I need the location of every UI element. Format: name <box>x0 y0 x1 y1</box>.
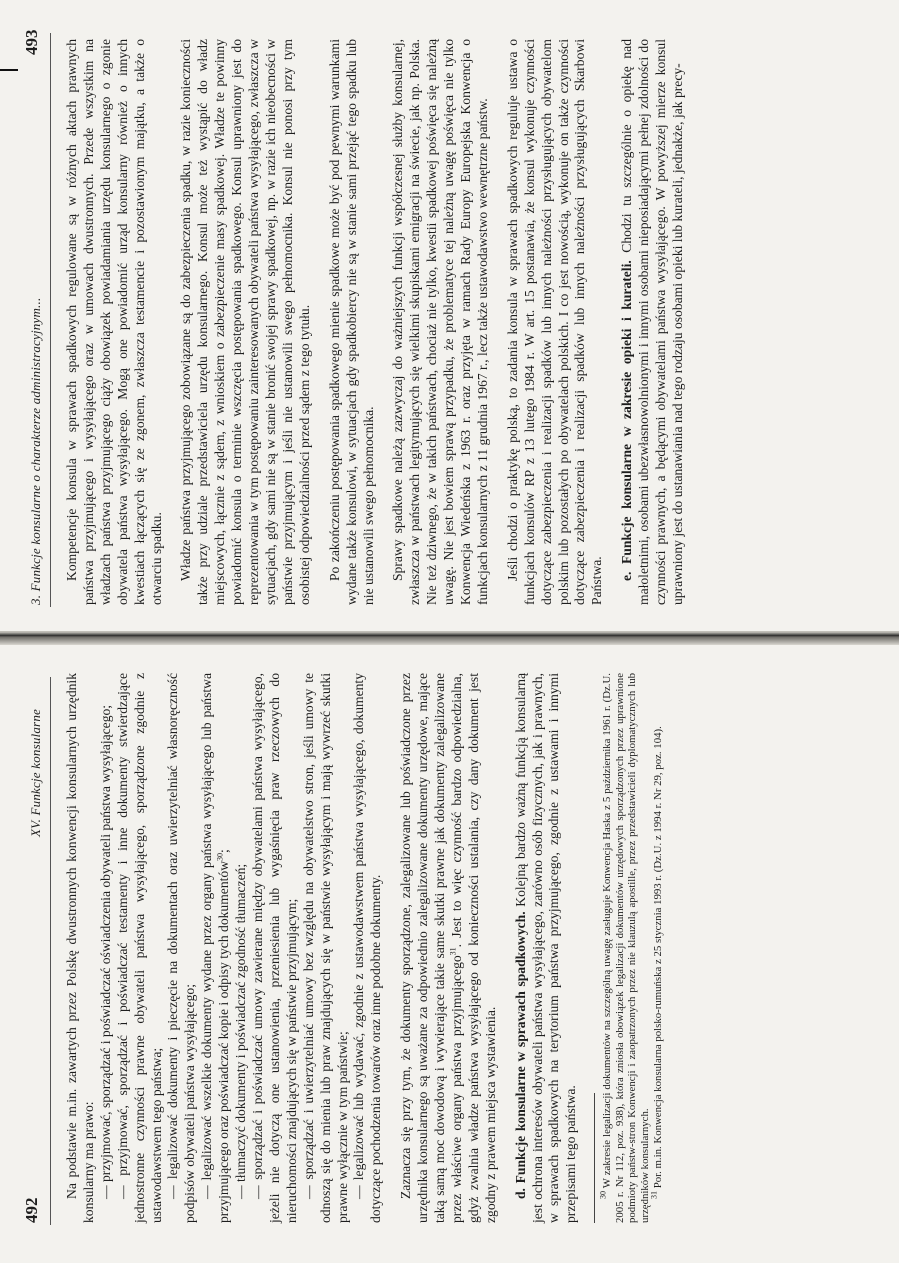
footnote-number: 31 <box>649 1191 659 1199</box>
right-column-text <box>64 39 687 605</box>
list-item: — legalizować dokumenty i pieczęcie na dokumentach oraz uwierzytelniać własnoręczność podpisów obywateli państwa wysyłającego; <box>165 673 198 1223</box>
paragraph: Jeśli chodzi o praktykę polską, to zadania konsula w sprawach spadkowych reguluje ustawa o funkcjach konsulów RP z 13 lutego 1984 r. W art. 15 postanawia, że konsul wykonuje czynności dotyczące zabezpieczenia i realizacji spadków lub innych należności przysługujących obywatelom polskim lub pozostałych po obywatelach polskich. I co jest nowością, wykonuje on także czynności dotyczące zabezpieczenia i realizacji spadków lub innych należności przysługujących Skarbowi Państwa. <box>504 39 605 605</box>
left-column-text <box>64 673 664 1223</box>
paragraph-text: Zaznacza się przy tym, że dokumenty sporządzone, zalegalizowane lub poświadczone przez urzędnika konsularnego są uważane za odpowiednio zalegalizowane dokumenty urzędowe, mające taką samą moc dowodową i wywierające takie same skutki prawne jak dokumenty zalegalizowane przez właściwe organy państwa przyjmującego <box>398 673 464 1223</box>
paragraph: Władze państwa przyjmującego zobowiązane są do zabezpieczenia spadku, w razie konieczności także przy udziale przedstawiciela urzędu konsularnego. Konsul może też wystąpić do władz miejscowych, łącznie z sądem, z wnioskiem o zabezpieczenie masy spadkowej. Władze te powinny powiadomić konsula o terminie wszczęcia postępowania spadkowego. Konsul uprawniony jest do reprezentowania w tym postępowaniu zainteresowanych obywateli państwa wysyłającego, zwłaszcza w sytuacjach, gdy sami nie są w stanie bronić swojej sprawy spadkowej, np. w razie ich nieobecności w państwie przyjmującym i jeśli nie ustanowili swego pełnomocnika. Konsul nie ponosi przy tym osobistej odpowiedzialności przed sądem z tego tytułu. <box>178 39 312 605</box>
running-head-right: 3. Funkcje konsularne o charakterze administracyjnym... <box>28 297 43 605</box>
page-number-left: 492 <box>22 1197 41 1223</box>
footnote-text: Por. m.in. Konwencja konsularna polsko-rumuńska z 25 stycznia 1993 r. (Dz.U. z 1994 r. Nr 29, poz. 104). <box>651 726 664 1189</box>
paragraph-text-cont: . Jest to więc czynność bardzo odpowiedzialna, gdyż zwalnia władze państwa wysyłającego od konieczności ustalania, czy dany dokument jest zgodny z prawem miejsca wystawienia. <box>448 673 498 1223</box>
list-item: — legalizować lub wydawać, zgodnie z ustawodawstwem państwa wysyłającego, dokumenty dotyczące pochodzenia towarów oraz inne podobne dokumenty. <box>351 673 384 1223</box>
list-item: — tłumaczyć dokumenty i poświadczać zgodność tłumaczeń; <box>233 863 249 1199</box>
header-rule-right <box>50 33 51 607</box>
list-item: — legalizować wszelkie dokumenty wydane przez organy państwa wysyłającego lub państwa przyjmującego oraz poświadczać kopie i odpisy tych dokumentów$^{30}$; <box>199 673 232 1223</box>
list-item-text: — legalizować wszelkie dokumenty wydane przez organy państwa wysyłającego lub państwa przyjmującego oraz poświadczać kopie i odpisy tych dokumentów <box>199 673 232 1223</box>
paragraph <box>398 673 499 1223</box>
header-rule-left <box>50 677 51 1225</box>
section-paragraph <box>619 39 687 605</box>
section-paragraph <box>513 673 581 1223</box>
list-item: — sporządzać i uwierzytelniać umowy bez względu na obywatelstwo stron, jeśli umowy te odnoszą się do mienia lub praw znajdujących się w państwie wysyłającym i mają wywrzeć skutki prawne wyłącznie w tym państwie; <box>300 673 350 1223</box>
paragraph: Na podstawie m.in. zawartych przez Polskę dwustronnych konwencji konsularnych urzędnik konsularny ma prawo: <box>64 673 96 1223</box>
section-heading: e. Funkcje konsularne w zakresie opieki i kurateli. <box>619 260 635 581</box>
right-page <box>0 0 899 631</box>
list-item: — przyjmować, sporządzać i poświadczać oświadczenia obywateli państwa wysyłającego; <box>97 704 113 1199</box>
paragraph: Sprawy spadkowe należą zazwyczaj do ważniejszych funkcji współczesnej służby konsularnej, zwłaszcza w państwach legitymujących się wielkimi skupiskami emigracji na świecie, jak np. Polska. Nie też dziwnego, że w takich państwach, chociaż nie tylko, kwestii spadkowej poświęca się należną uwagę. Nie jest bowiem sprawą przypadku, że problematyce tej należną uwagę poświęca nie tylko Konwencja Wiedeńska z 1963 r. oraz przyjęta w ramach Rady Europy Europejska Konwencja o funkcjach konsularnych z 11 grudnia 1967 r., lecz także ustawodawstwo wewnętrzne państw. <box>390 39 490 605</box>
footnote <box>598 673 652 1223</box>
list-item: — przyjmować, sporządzać i poświadczać testamenty i inne dokumenty stwierdzające jednostronne czynności prawne obywateli państwa wysyłającego, sporządzone zgodnie z ustawodawstwem tego państwa; <box>114 673 164 1223</box>
list-item: — sporządzać i poświadczać umowy zawierane między obywatelami państwa wysyłającego, jeżeli nie dotyczą one ustanowienia, przeniesienia lub wygaśnięcia praw rzeczowych do nieruchomości znajdujących się w państwie przyjmującym; <box>249 673 299 1223</box>
footnote <box>649 673 665 1223</box>
page-number-right: 493 <box>22 29 41 55</box>
footnote-number: 30 <box>598 1191 608 1199</box>
footnote-rule <box>594 1093 595 1223</box>
running-head-left: XV. Funkcje konsularne <box>28 709 43 837</box>
paragraph: Kompetencje konsula w sprawach spadkowych regulowane są w różnych aktach prawnych państwa przyjmującego i wysyłającego oraz w umowach dwustronnych. Przede wszystkim na władzach państwa przyjmującego ciąży obowiązek powiadamiania urzędu konsularnego o zgonie obywatela państwa wysyłającego. Mogą one powiadomić urząd konsularny również o innych kwestiach łączących się ze zgonem, zwłaszcza testamencie i pozostawionym majątku, a także o otwarciu spadku. <box>64 39 164 605</box>
section-text: Kolejną bardzo ważną funkcją konsularną jest ochrona interesów obywateli państwa wysyłającego, zarówno osób fizycznych, jak i prawnych, w sprawach spadkowych na terytorium państwa przyjmującego, zgodnie z ustawami i innymi przepisami tego państwa. <box>512 673 579 1223</box>
left-page <box>0 641 899 1263</box>
section-heading: d. Funkcje konsularne w sprawach spadkowych. <box>512 911 528 1199</box>
scan-mark <box>0 69 18 71</box>
footnote-ref: 30 <box>215 852 225 861</box>
paragraph: Po zakończeniu postępowania spadkowego mienie spadkowe może być pod pewnymi warunkami wydane także konsulowi, w sytuacjach gdy spadkobiercy nie są w stanie sami przejąć tego spadku lub nie ustanowili swego pełnomocnika. <box>326 39 376 605</box>
section-text: Chodzi tu szczególnie o opiekę nad małoletnimi, osobami ubezwłasnowolnionymi i innymi osobami nieposiadającymi pełnej zdolności do czynności prawnych, a będącymi obywatelami państwa wysyłającego. W powyższej mierze konsul uprawniony jest do ustanawiania nad tego rodzaju osobami opieki lub kurateli, jednakże, jak precy- <box>619 39 685 605</box>
footnote-text: W zakresie legalizacji dokumentów na szczególną uwagę zasługuje Konwencja Haska z 5 października 1961 r. (Dz.U. 2005 r. Nr 112, poz. 938), która zniosła obowiązek legalizacji dokumentów urzędowych sporządzonych przez uprawnione podmioty państw-stron Konwencji i zaopatrzonych przez nie klauzulą apostille, przez przedstawicieli dyplomatycznych lub urzędników konsularnych. <box>601 673 652 1223</box>
footnote-ref: 31 <box>448 947 458 956</box>
